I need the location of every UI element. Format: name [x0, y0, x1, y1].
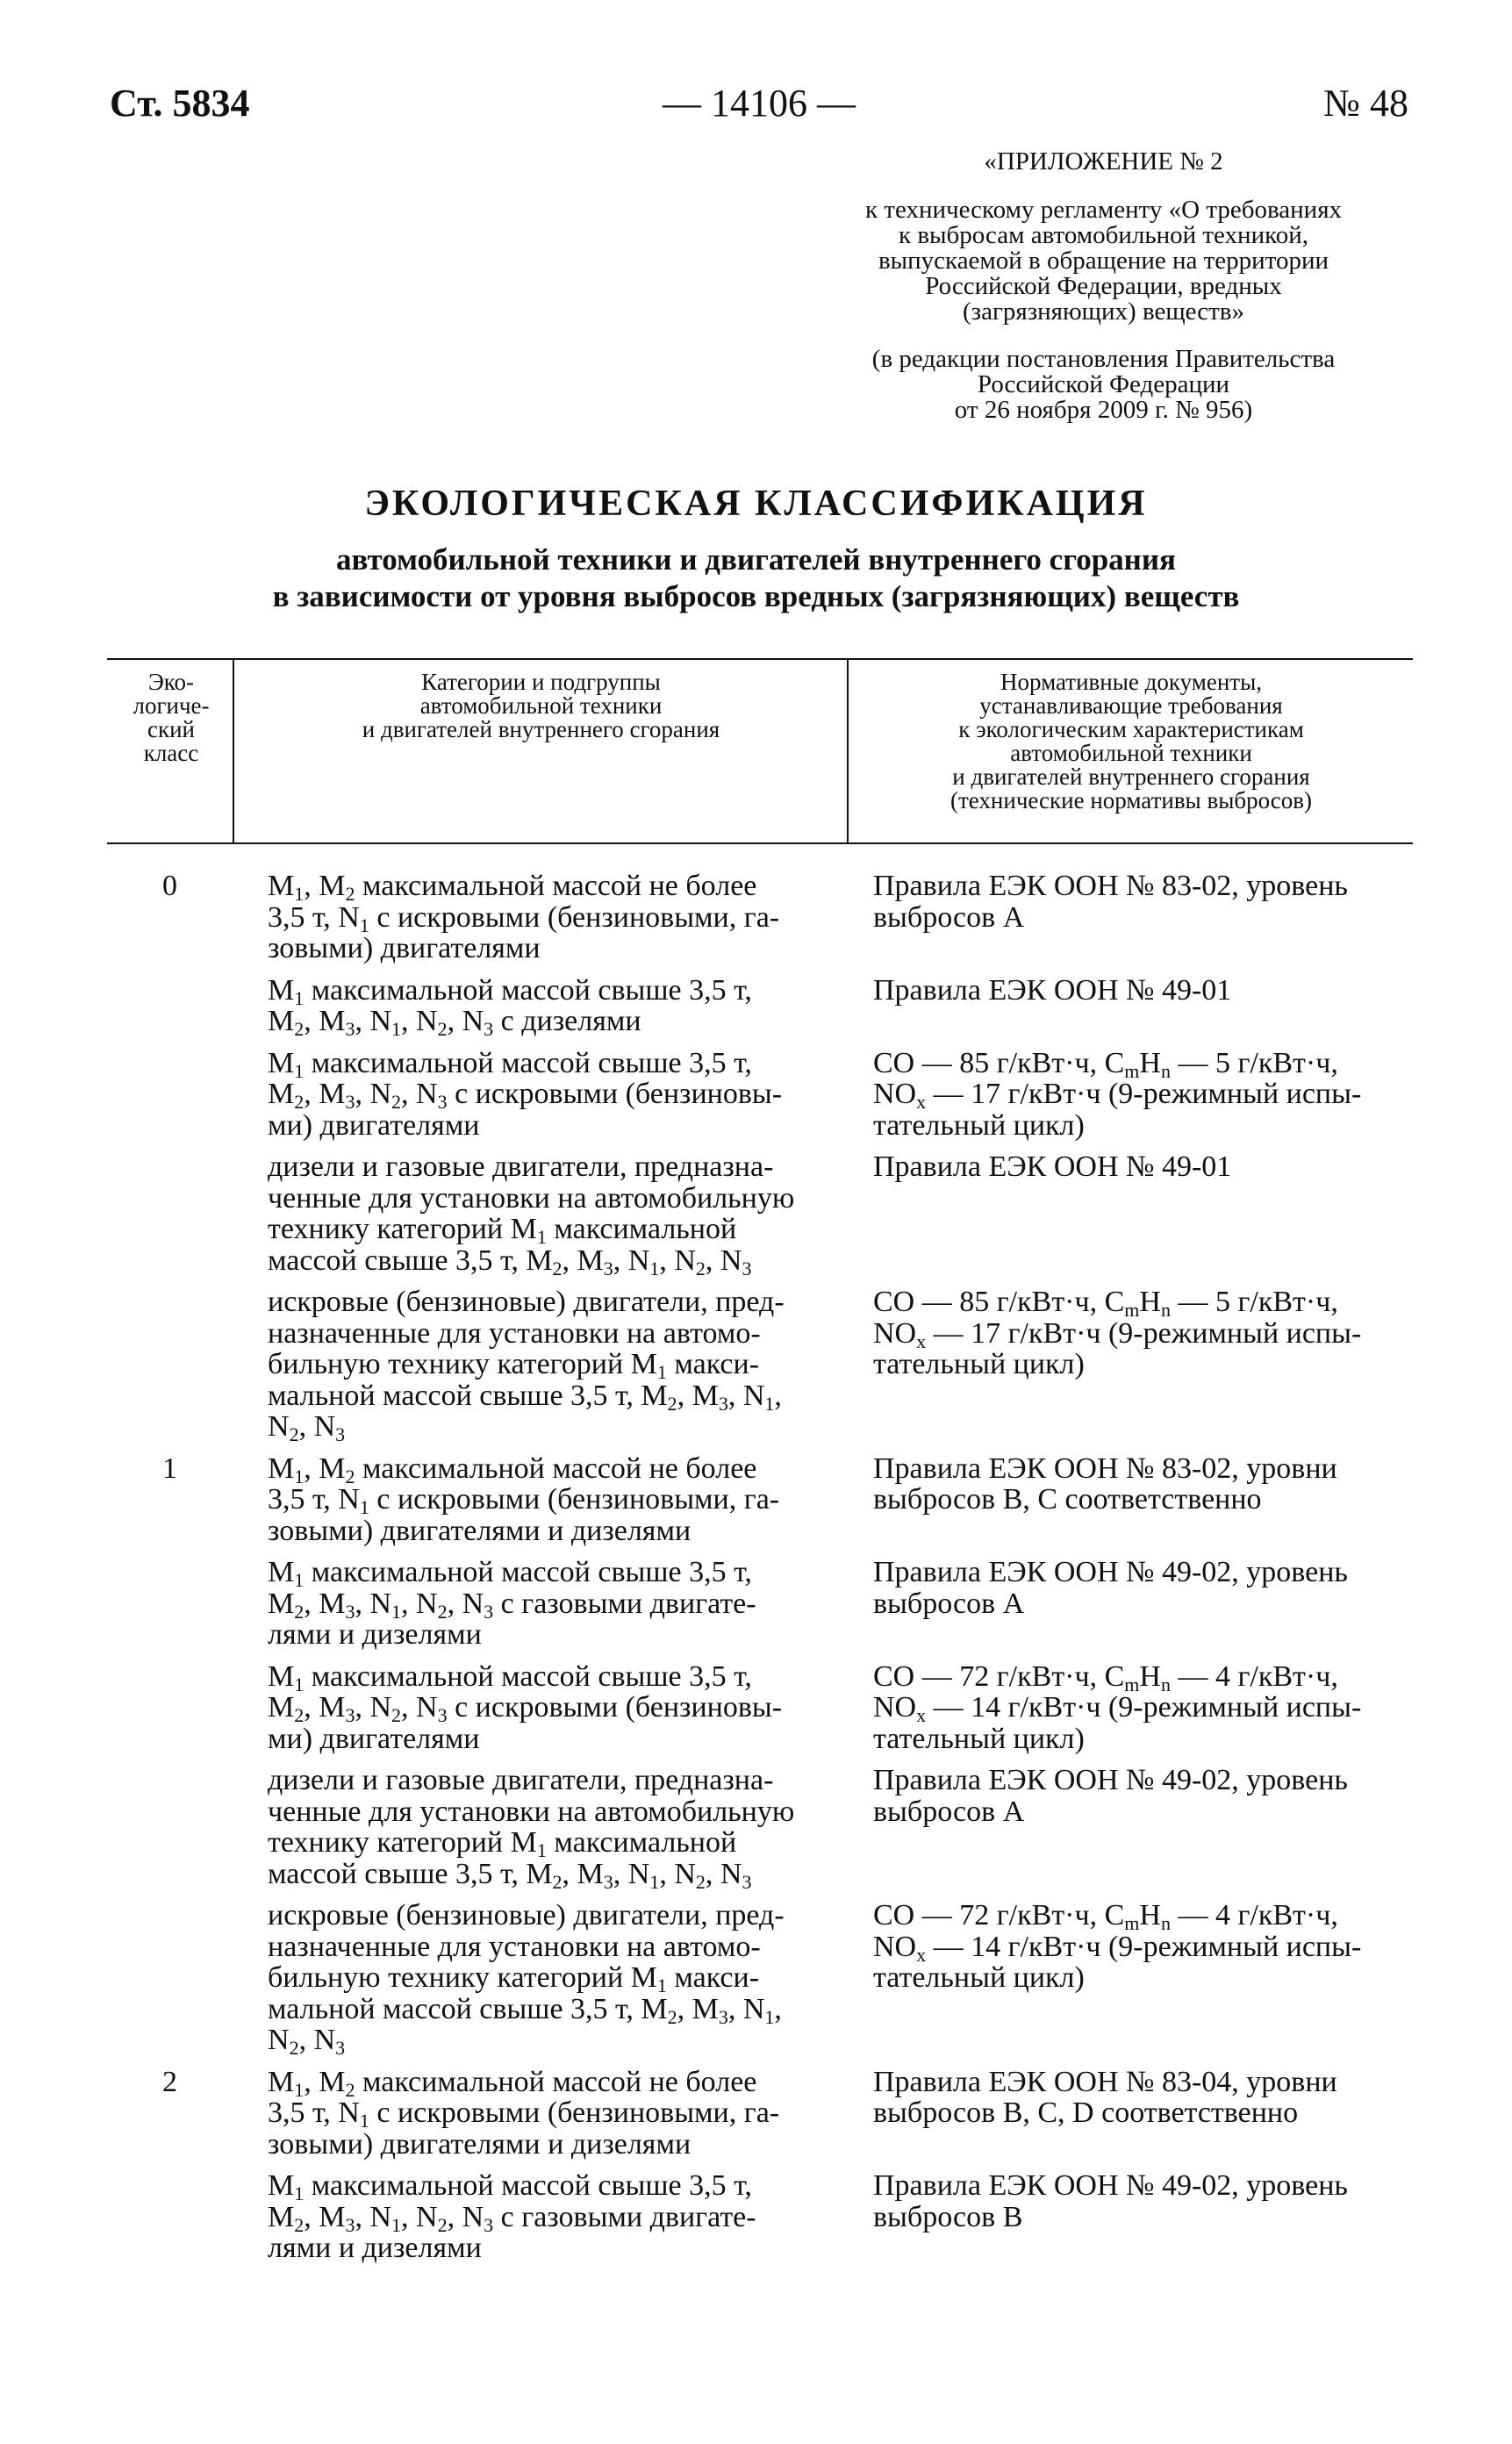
category-line: искровые (бензиновые) двигатели, пред-: [268, 1286, 785, 1318]
appendix-reference-line: (загрязняющих) веществ»: [962, 297, 1244, 326]
category-line: $M_1$ максимальной массой свыше 3,5 т,: [268, 1556, 752, 1591]
cell-category: [268, 1557, 847, 1651]
category-line: $M_2$, $M_3$, $N_1$, $N_2$, $N_3$ с газовыми двигате-: [268, 1587, 756, 1623]
category-line: технику категорий $M_1$ максимальной: [268, 1213, 737, 1248]
header-line: автомобильной техники: [1010, 740, 1252, 766]
category-line: лями и дизелями: [268, 2232, 482, 2264]
document-title: ЭКОЛОГИЧЕСКАЯ КЛАССИФИКАЦИЯ: [364, 484, 1148, 524]
cell-category: [268, 2067, 847, 2161]
cell-norm: [873, 1453, 1413, 1547]
norm-line: Правила ЕЭК ООН № 49-02, уровень: [873, 2169, 1348, 2202]
cell-eco-class: [107, 1287, 233, 1443]
cell-eco-class: [107, 975, 233, 1037]
norm-line: тательный цикл): [873, 1108, 1085, 1142]
appendix-edition-line: от 26 ноября 2009 г. № 956): [954, 396, 1253, 424]
cell-norm: [873, 1151, 1413, 1276]
appendix-reference-line: выпускаемой в обращение на территории: [878, 247, 1329, 275]
header-line: устанавливающие требования: [979, 692, 1283, 719]
norm-line: $NO_x$ — 14 г/кВт·ч (9-режимный испы-: [873, 1930, 1362, 1966]
norm-line: Правила ЕЭК ООН № 49-01: [873, 1150, 1232, 1183]
cell-category: [268, 1048, 847, 1142]
table-column-divider: [233, 658, 234, 842]
category-line: бильную технику категорий $M_1$ макси-: [268, 1348, 760, 1383]
norm-line: выбросов B, C, D соответственно: [873, 2096, 1299, 2129]
cell-category: [268, 1899, 847, 2059]
table-row: [107, 1764, 1413, 1893]
table-row: [107, 1453, 1413, 1547]
cell-eco-class: [107, 1765, 233, 1889]
appendix-title-text: «ПРИЛОЖЕНИЕ № 2: [984, 147, 1223, 176]
appendix-reference-line: к выбросам автомобильной техникой,: [899, 221, 1308, 249]
cell-category: [268, 1453, 847, 1547]
category-line: 3,5 т, $N_1$ с искровыми (бензиновыми, га-: [268, 900, 780, 936]
category-line: технику категорий $M_1$ максимальной: [268, 1826, 737, 1861]
table-row: [107, 973, 1413, 1040]
table-row: [107, 871, 1413, 964]
norm-line: CO — 72 г/кВт·ч, $C_mH_n$ — 4 г/кВт·ч,: [873, 1899, 1338, 1934]
category-line: зовыми) двигателями и дизелями: [268, 1514, 692, 1547]
norm-line: тательный цикл): [873, 1722, 1085, 1755]
norm-line: Правила ЕЭК ООН № 49-01: [873, 973, 1232, 1007]
norm-line: Правила ЕЭК ООН № 83-04, уровни: [873, 2065, 1337, 2098]
norm-line: выбросов A: [873, 1795, 1025, 1828]
category-line: назначенные для установки на автомо-: [268, 1930, 761, 1963]
header-categories: [235, 670, 847, 742]
page-label: Ст. 5834: [110, 82, 250, 125]
appendix-title: [816, 149, 1391, 175]
norm-line: CO — 85 г/кВт·ч, $C_mH_n$ — 5 г/кВт·ч,: [873, 1286, 1338, 1321]
category-line: $M_1$, $M_2$ максимальной массой не более: [268, 2065, 757, 2101]
category-line: ми) двигателями: [268, 1108, 480, 1142]
norm-line: выбросов B, C соответственно: [873, 1483, 1262, 1516]
cell-category: [268, 1287, 847, 1443]
cell-norm: [873, 1557, 1413, 1651]
category-line: назначенные для установки на автомо-: [268, 1316, 761, 1350]
cell-norm: [873, 975, 1413, 1037]
table-row: [107, 1150, 1413, 1279]
category-line: искровые (бензиновые) двигатели, пред-: [268, 1899, 785, 1932]
norm-line: тательный цикл): [873, 1961, 1085, 1994]
cell-norm: [873, 1900, 1413, 2056]
table-header-rule: [107, 842, 1413, 844]
category-line: $M_2$, $M_3$, $N_1$, $N_2$, $N_3$ с газовыми двигате-: [268, 2200, 756, 2236]
header-line: класс: [143, 740, 199, 766]
category-line: ченные для установки на автомобильную: [268, 1795, 795, 1828]
table-column-divider: [847, 658, 849, 842]
appendix-reference: [816, 197, 1391, 325]
table-row: [107, 1048, 1413, 1142]
appendix-reference-line: Российской Федерации, вредных: [925, 272, 1282, 300]
appendix-edition-line: Российской Федерации: [977, 370, 1230, 398]
cell-eco-class: [107, 1557, 233, 1651]
cell-category: [268, 2170, 847, 2264]
cell-eco-class: 0: [162, 870, 177, 902]
norm-line: тательный цикл): [873, 1348, 1085, 1380]
document-subtitle: [0, 541, 1512, 615]
category-line: мальной массой свыше 3,5 т, $M_2$, $M_3$, $N_1$,: [268, 1379, 782, 1415]
cell-norm: [873, 2067, 1413, 2161]
cell-norm: [873, 871, 1413, 964]
category-line: мальной массой свыше 3,5 т, $M_2$, $M_3$, $N_1$,: [268, 1992, 782, 2028]
category-line: зовыми) двигателями и дизелями: [268, 2127, 692, 2161]
category-line: лями и дизелями: [268, 1618, 482, 1651]
category-line: $M_1$ максимальной массой свыше 3,5 т,: [268, 1659, 752, 1695]
header-norms: [849, 670, 1413, 813]
category-line: зовыми) двигателями: [268, 932, 541, 964]
category-line: 3,5 т, $N_1$ с искровыми (бензиновыми, га-: [268, 1483, 780, 1518]
norm-line: $NO_x$ — 14 г/кВт·ч (9-режимный испы-: [873, 1691, 1362, 1726]
category-line: $M_1$ максимальной массой свыше 3,5 т,: [268, 973, 752, 1009]
cell-eco-class: [107, 1900, 233, 2056]
norm-line: выбросов B: [873, 2200, 1023, 2233]
appendix-edition-line: (в редакции постановления Правительства: [871, 345, 1336, 373]
norm-line: $NO_x$ — 17 г/кВт·ч (9-режимный испы-: [873, 1316, 1362, 1352]
issue-number: № 48: [1323, 82, 1408, 125]
cell-category: [268, 1150, 847, 1279]
norm-line: CO — 72 г/кВт·ч, $C_mH_n$ — 4 г/кВт·ч,: [873, 1659, 1338, 1695]
cell-eco-class: [107, 1048, 233, 1142]
header-line: автомобильной техники: [419, 692, 663, 719]
cell-category: [268, 973, 847, 1040]
header-line: логиче-: [133, 692, 210, 719]
category-line: дизели и газовые двигатели, предназна-: [268, 1764, 774, 1796]
running-head: [110, 77, 1408, 130]
category-line: $M_1$ максимальной массой свыше 3,5 т,: [268, 1046, 752, 1082]
category-line: $M_1$, $M_2$ максимальной массой не более: [268, 1451, 757, 1487]
category-line: бильную технику категорий $M_1$ макси-: [268, 1961, 760, 1996]
category-line: $N_2$, $N_3$: [268, 2024, 346, 2059]
cell-norm: [873, 1661, 1413, 1755]
table-row: [107, 1899, 1413, 2059]
cell-eco-class: 1: [162, 1451, 177, 1485]
category-line: $M_2$, $M_3$, $N_2$, $N_3$ с искровыми (бензиновы-: [268, 1078, 783, 1113]
category-line: $M_2$, $M_3$, $N_1$, $N_2$, $N_3$ с дизелями: [268, 1005, 641, 1040]
cell-norm: [873, 1287, 1413, 1443]
norm-line: Правила ЕЭК ООН № 83-02, уровни: [873, 1451, 1337, 1485]
header-line: Нормативные документы,: [1000, 669, 1262, 695]
table-row: [107, 2170, 1413, 2264]
norm-line: $NO_x$ — 17 г/кВт·ч (9-режимный испы-: [873, 1078, 1362, 1113]
norm-line: выбросов A: [873, 1587, 1025, 1620]
header-line: (технические нормативы выбросов): [950, 787, 1312, 813]
norm-line: Правила ЕЭК ООН № 83-02, уровень: [873, 870, 1348, 902]
header-line: Категории и подгруппы: [421, 669, 661, 695]
cell-eco-class: [107, 1151, 233, 1276]
appendix-edition: [816, 347, 1391, 423]
document-subtitle-line: в зависимости от уровня выбросов вредных (загрязняющих) веществ: [272, 579, 1240, 613]
appendix-reference-line: к техническому регламенту «О требованиях: [864, 196, 1343, 224]
cell-category: [268, 1764, 847, 1893]
category-line: $M_1$ максимальной массой свыше 3,5 т,: [268, 2169, 752, 2204]
category-line: $M_2$, $M_3$, $N_2$, $N_3$ с искровыми (бензиновы-: [268, 1691, 783, 1726]
table-row: [107, 2067, 1413, 2161]
table-row: [107, 1661, 1413, 1755]
header-line: Эко-: [147, 669, 195, 695]
category-line: массой свыше 3,5 т, $M_2$, $M_3$, $N_1$, $N_2$, $N_3$: [268, 1244, 752, 1279]
cell-norm: [873, 1765, 1413, 1889]
classification-table-body: [107, 871, 1413, 2275]
header-line: к экологическим характеристикам: [958, 716, 1304, 742]
page-number: — 14106 —: [663, 82, 856, 125]
header-class: [110, 670, 233, 765]
cell-norm: [873, 2170, 1413, 2264]
cell-category: [268, 871, 847, 964]
cell-eco-class: [107, 2170, 233, 2264]
table-row: [107, 1287, 1413, 1443]
category-line: дизели и газовые двигатели, предназна-: [268, 1150, 774, 1183]
header-line: и двигателей внутреннего сгорания: [362, 716, 720, 742]
norm-line: CO — 85 г/кВт·ч, $C_mH_n$ — 5 г/кВт·ч,: [873, 1046, 1338, 1082]
cell-eco-class: [107, 1661, 233, 1755]
header-line: ский: [147, 716, 195, 742]
category-line: массой свыше 3,5 т, $M_2$, $M_3$, $N_1$, $N_2$, $N_3$: [268, 1857, 752, 1893]
document-subtitle-line: автомобильной техники и двигателей внутреннего сгорания: [336, 542, 1176, 577]
norm-line: Правила ЕЭК ООН № 49-02, уровень: [873, 1764, 1348, 1796]
category-line: $N_2$, $N_3$: [268, 1410, 346, 1445]
cell-category: [268, 1661, 847, 1755]
category-line: ченные для установки на автомобильную: [268, 1181, 795, 1215]
cell-norm: [873, 1048, 1413, 1142]
category-line: 3,5 т, $N_1$ с искровыми (бензиновыми, га-: [268, 2096, 780, 2132]
header-line: и двигателей внутреннего сгорания: [952, 763, 1310, 790]
category-line: ми) двигателями: [268, 1722, 480, 1755]
norm-line: выбросов A: [873, 900, 1025, 934]
cell-eco-class: 2: [162, 2065, 177, 2098]
table-top-rule: [107, 658, 1413, 660]
category-line: $M_1$, $M_2$ максимальной массой не более: [268, 870, 757, 905]
norm-line: Правила ЕЭК ООН № 49-02, уровень: [873, 1556, 1348, 1588]
table-row: [107, 1557, 1413, 1651]
